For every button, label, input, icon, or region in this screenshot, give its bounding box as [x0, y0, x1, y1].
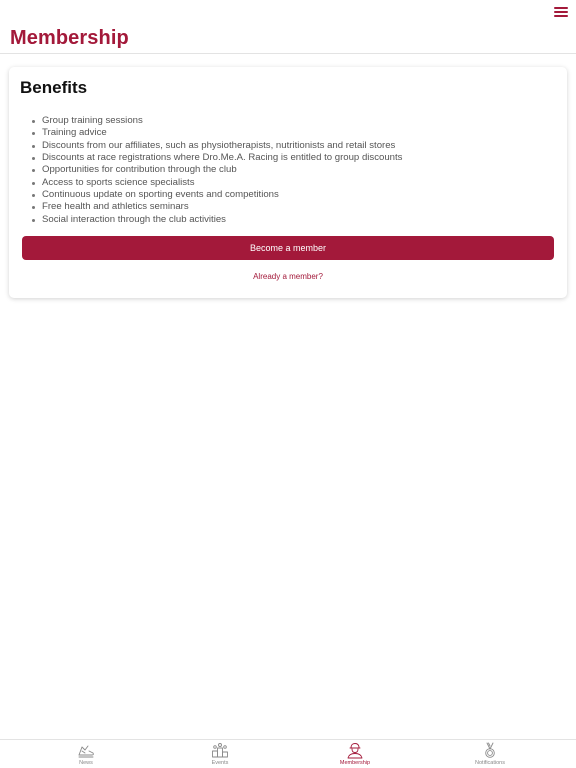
benefits-list [32, 115, 402, 226]
already-member-link[interactable]: Already a member? [253, 272, 323, 281]
medal-icon [481, 742, 499, 759]
podium-icon [211, 742, 229, 759]
member-avatar-icon [346, 742, 364, 759]
hamburger-menu-icon[interactable] [554, 7, 568, 17]
benefit-item: Social interaction through the club activities [32, 214, 402, 226]
card-title: Benefits [20, 78, 88, 97]
benefit-item: Opportunities for contribution through the club [32, 164, 402, 176]
nav-label: Notifications [475, 760, 505, 766]
nav-tab-notifications[interactable] [440, 740, 540, 768]
nav-tab-membership[interactable] [305, 740, 405, 768]
benefit-item: Discounts at race registrations where Dro.Me.A. Racing is entitled to group discounts [32, 152, 402, 164]
top-bar [0, 0, 576, 54]
become-member-button[interactable]: Become a member [22, 236, 554, 260]
page-title: Membership [10, 27, 129, 49]
benefit-item: Group training sessions [32, 115, 402, 127]
benefits-card [9, 67, 567, 298]
benefit-item: Discounts from our affiliates, such as physiotherapists, nutritionists and retail stores [32, 140, 402, 152]
nav-label: News [79, 760, 93, 766]
benefit-item: Continuous update on sporting events and competitions [32, 189, 402, 201]
benefit-item: Free health and athletics seminars [32, 201, 402, 213]
nav-label: Membership [339, 760, 371, 766]
bottom-navigation [0, 739, 576, 768]
nav-label: Events [211, 760, 229, 766]
nav-tab-events[interactable] [170, 740, 270, 768]
benefit-item: Access to sports science specialists [32, 177, 402, 189]
benefit-item: Training advice [32, 127, 402, 139]
nav-tab-news[interactable] [36, 740, 136, 768]
running-shoe-icon [77, 742, 95, 759]
